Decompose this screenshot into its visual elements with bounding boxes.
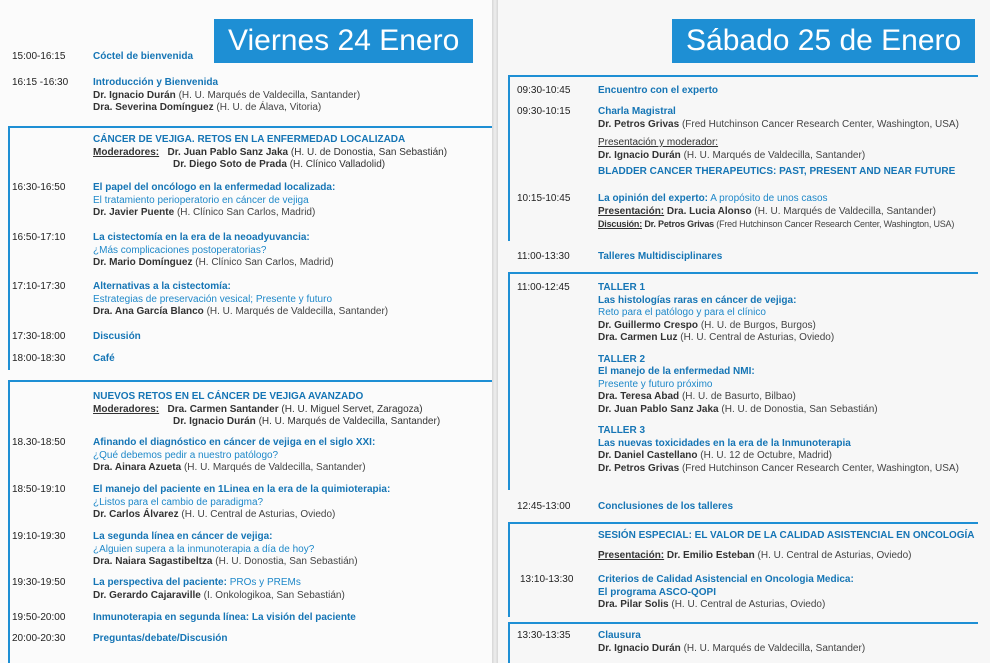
item-time: 16:30-16:50: [12, 182, 66, 193]
speaker: Dr. Ignacio Durán (H. U. Marqués de Valdecilla, Santander): [93, 89, 361, 101]
item-title: Clausura: [598, 630, 641, 641]
item-title: El manejo del paciente en 1Linea en la era de la quimioterapia:: [93, 484, 391, 495]
item-subtitle: Estrategias de preservación vesical; Presente y futuro: [93, 293, 333, 305]
section-title: SESIÓN ESPECIAL: EL VALOR DE LA CALIDAD ASISTENCIAL EN ONCOLOGÍA: [598, 530, 975, 541]
speaker: Dra. Teresa Abad (H. U. de Basurto, Bilbao): [598, 391, 796, 402]
item-title: Conclusiones de los talleres: [598, 501, 734, 512]
discussant: Discusión: Dr. Petros Grivas (Fred Hutchinson Cancer Research Center, Washington, USA): [598, 219, 955, 229]
section-header: [93, 134, 447, 172]
item-time: 16:50-17:10: [12, 232, 66, 243]
item-title: Introducción y Bienvenida: [93, 77, 219, 88]
item-time: 10:15-10:45: [517, 193, 571, 204]
workshop-label: TALLER 3: [598, 425, 646, 436]
moderators: Moderadores: Dra. Carmen Santander (H. U. Miguel Servet, Zaragoza): [93, 403, 423, 415]
workshop-label: TALLER 1: [598, 282, 646, 293]
workshop-title: Las nuevas toxicidades en la era de la Inmunoterapia: [598, 437, 851, 449]
speaker: Dra. Ana García Blanco (H. U. Marqués de Valdecilla, Santander): [93, 306, 389, 317]
item-title: Talleres Multidisciplinares: [598, 251, 723, 262]
section-rule-vertical: [508, 272, 510, 490]
item-title: Criterios de Calidad Asistencial en Oncologia Medica:: [598, 574, 854, 585]
item-time: 13:10-13:30: [520, 574, 574, 585]
item-title-2: El programa ASCO-QOPI: [598, 586, 716, 598]
speaker: Dr. Carlos Álvarez (H. U. Central de Asturias, Oviedo): [93, 509, 336, 520]
speaker: Dra. Ainara Azueta (H. U. Marqués de Valdecilla, Santander): [93, 462, 366, 473]
section-rule: [508, 272, 978, 274]
workshop-label: TALLER 2: [598, 353, 646, 365]
item-title: Discusión: [93, 331, 141, 342]
speaker: Dr. Ignacio Durán (H. U. Marqués de Valdecilla, Santander): [598, 642, 866, 654]
item-title: Afinando el diagnóstico en cáncer de vejiga en el siglo XXI:: [93, 437, 376, 448]
schedule-item: [520, 574, 854, 612]
item-time: 17:30-18:00: [12, 331, 66, 342]
item-title: La cistectomía en la era de la neoadyuvancia:: [93, 232, 310, 243]
speaker: Dr. Petros Grivas (Fred Hutchinson Cancer Research Center, Washington, USA): [598, 462, 959, 474]
item-subtitle: ¿Listos para el cambio de paradigma?: [93, 496, 264, 508]
item-title-suffix: PROs y PREMs: [229, 577, 301, 588]
item-title: La perspectiva del paciente:: [93, 577, 227, 588]
item-time: 17:10-17:30: [12, 281, 66, 292]
item-title: Cóctel de bienvenida: [93, 51, 194, 62]
schedule-item: [517, 85, 718, 98]
workshop-title: Las histologías raras en cáncer de vejiga:: [598, 294, 797, 306]
section-rule-vertical: [8, 380, 10, 663]
workshop-subtitle: Presente y futuro próximo: [598, 378, 713, 390]
schedule-item: [12, 353, 115, 366]
section-rule: [8, 380, 492, 382]
speaker: Dr. Gerardo Cajaraville (I. Onkologikoa, San Sebastián): [93, 589, 345, 601]
schedule-item: [12, 633, 227, 646]
item-title: La opinión del experto:: [598, 193, 709, 204]
item-title: Charla Magistral: [598, 106, 676, 117]
speaker: Dra. Severina Domínguez (H. U. de Álava, Vitoria): [93, 102, 322, 113]
item-time: 09:30-10:45: [517, 85, 571, 96]
item-subtitle: ¿Más complicaciones postoperatorias?: [93, 244, 267, 256]
section-title: NUEVOS RETOS EN EL CÁNCER DE VEJIGA AVANZADO: [93, 391, 364, 402]
moderators-2: Dr. Diego Soto de Prada (H. Clínico Valladolid): [173, 159, 386, 170]
workshop-title: El manejo de la enfermedad NMI:: [598, 366, 755, 377]
item-time: 15:00-16:15: [12, 51, 66, 62]
speaker: Dr. Javier Puente (H. Clínico San Carlos, Madrid): [93, 207, 316, 218]
section-header: [598, 530, 975, 562]
item-subtitle: El tratamiento perioperatorio en cáncer de vejiga: [93, 194, 309, 206]
item-title: Alternativas a la cistectomía:: [93, 281, 231, 292]
schedule-item: [12, 51, 193, 64]
item-time: 20:00-20:30: [12, 633, 66, 644]
schedule-item: [12, 281, 388, 319]
schedule-item: [517, 106, 959, 179]
schedule-item: [517, 251, 722, 264]
schedule-item: [517, 630, 865, 655]
section-rule: [8, 126, 492, 128]
saturday-page: [498, 0, 990, 663]
item-time: 19:50-20:00: [12, 612, 66, 623]
section-header: [93, 391, 440, 429]
item-time: 16:15 -16:30: [12, 77, 69, 88]
speaker: Dra. Naiara Sagastibeltza (H. U. Donostia, San Sebastián): [93, 556, 358, 567]
schedule-item: [12, 232, 334, 270]
speaker: Dr. Daniel Castellano (H. U. 12 de Octubre, Madrid): [598, 450, 832, 461]
item-time: 18.30-18:50: [12, 437, 66, 448]
speaker: Dr. Mario Domínguez (H. Clínico San Carlos, Madrid): [93, 257, 334, 268]
friday-day-title: Viernes 24 Enero: [214, 19, 473, 63]
item-title: El papel del oncólogo en la enfermedad localizada:: [93, 182, 336, 193]
item-title: Inmunoterapia en segunda línea: La visión del paciente: [93, 612, 356, 623]
lecture-title: BLADDER CANCER THERAPEUTICS: PAST, PRESENT AND NEAR FUTURE: [598, 166, 956, 177]
presenter-label: Presentación y moderador:: [598, 137, 719, 148]
schedule-item: [12, 612, 356, 625]
item-time: 11:00-12:45: [517, 282, 570, 293]
section-title: CÁNCER DE VEJIGA. RETOS EN LA ENFERMEDAD LOCALIZADA: [93, 134, 406, 145]
speaker: Dr. Petros Grivas (Fred Hutchinson Cancer Research Center, Washington, USA): [598, 118, 959, 130]
moderators: Moderadores: Dr. Juan Pablo Sanz Jaka (H. U. de Donostia, San Sebastián): [93, 146, 448, 158]
moderators-2: Dr. Ignacio Durán (H. U. Marqués de Valdecilla, Santander): [173, 416, 441, 427]
section-rule: [508, 622, 978, 624]
workshops: [517, 282, 959, 475]
section-rule-vertical: [508, 75, 510, 241]
schedule-item: [12, 331, 141, 344]
schedule-item: [12, 437, 375, 475]
saturday-day-title: Sábado 25 de Enero: [672, 19, 975, 63]
item-time: 11:00-13:30: [517, 251, 570, 262]
speaker: Dra. Carmen Luz (H. U. Central de Asturias, Oviedo): [598, 332, 835, 343]
item-time: 18:00-18:30: [12, 353, 66, 364]
section-rule-vertical: [508, 522, 510, 617]
section-rule-vertical: [8, 126, 10, 370]
item-title: Café: [93, 353, 115, 364]
presenter: Presentación: Dra. Lucia Alonso (H. U. Marqués de Valdecilla, Santander): [598, 205, 936, 217]
item-title: Preguntas/debate/Discusión: [93, 633, 228, 644]
schedule-item: [517, 193, 954, 231]
item-time: 12:45-13:00: [517, 501, 571, 512]
speaker: Dra. Pilar Solis (H. U. Central de Asturias, Oviedo): [598, 599, 826, 610]
schedule-item: [12, 77, 360, 115]
item-time: 19:10-19:30: [12, 531, 66, 542]
schedule-item: [12, 182, 335, 220]
item-title-suffix: A propósito de unos casos: [710, 193, 828, 204]
item-time: 19:30-19:50: [12, 577, 66, 588]
workshop-subtitle: Reto para el patólogo y para el clínico: [598, 307, 766, 318]
speaker: Dr. Juan Pablo Sanz Jaka (H. U. de Donostia, San Sebastián): [598, 403, 878, 415]
section-rule-vertical: [508, 622, 510, 663]
item-subtitle: ¿Alguien supera a la inmunoterapia a día de hoy?: [93, 543, 315, 555]
speaker: Dr. Guillermo Crespo (H. U. de Burgos, Burgos): [598, 319, 816, 331]
friday-page: [0, 0, 492, 663]
item-time: 13:30-13:35: [517, 630, 571, 641]
section-rule: [508, 522, 978, 524]
item-time: 09:30-10:15: [517, 106, 571, 117]
speaker: Dr. Ignacio Durán (H. U. Marqués de Valdecilla, Santander): [598, 149, 866, 161]
item-title: Encuentro con el experto: [598, 85, 719, 96]
schedule-item: [517, 501, 733, 514]
presenter: Presentación: Dr. Emilio Esteban (H. U. Central de Asturias, Oviedo): [598, 549, 912, 561]
schedule-item: [12, 577, 345, 602]
item-subtitle: ¿Qué debemos pedir a nuestro patólogo?: [93, 449, 279, 461]
schedule-item: [12, 484, 390, 522]
schedule-item: [12, 531, 358, 569]
section-rule: [508, 75, 978, 77]
item-time: 18:50-19:10: [12, 484, 66, 495]
item-title: La segunda línea en cáncer de vejiga:: [93, 531, 273, 542]
